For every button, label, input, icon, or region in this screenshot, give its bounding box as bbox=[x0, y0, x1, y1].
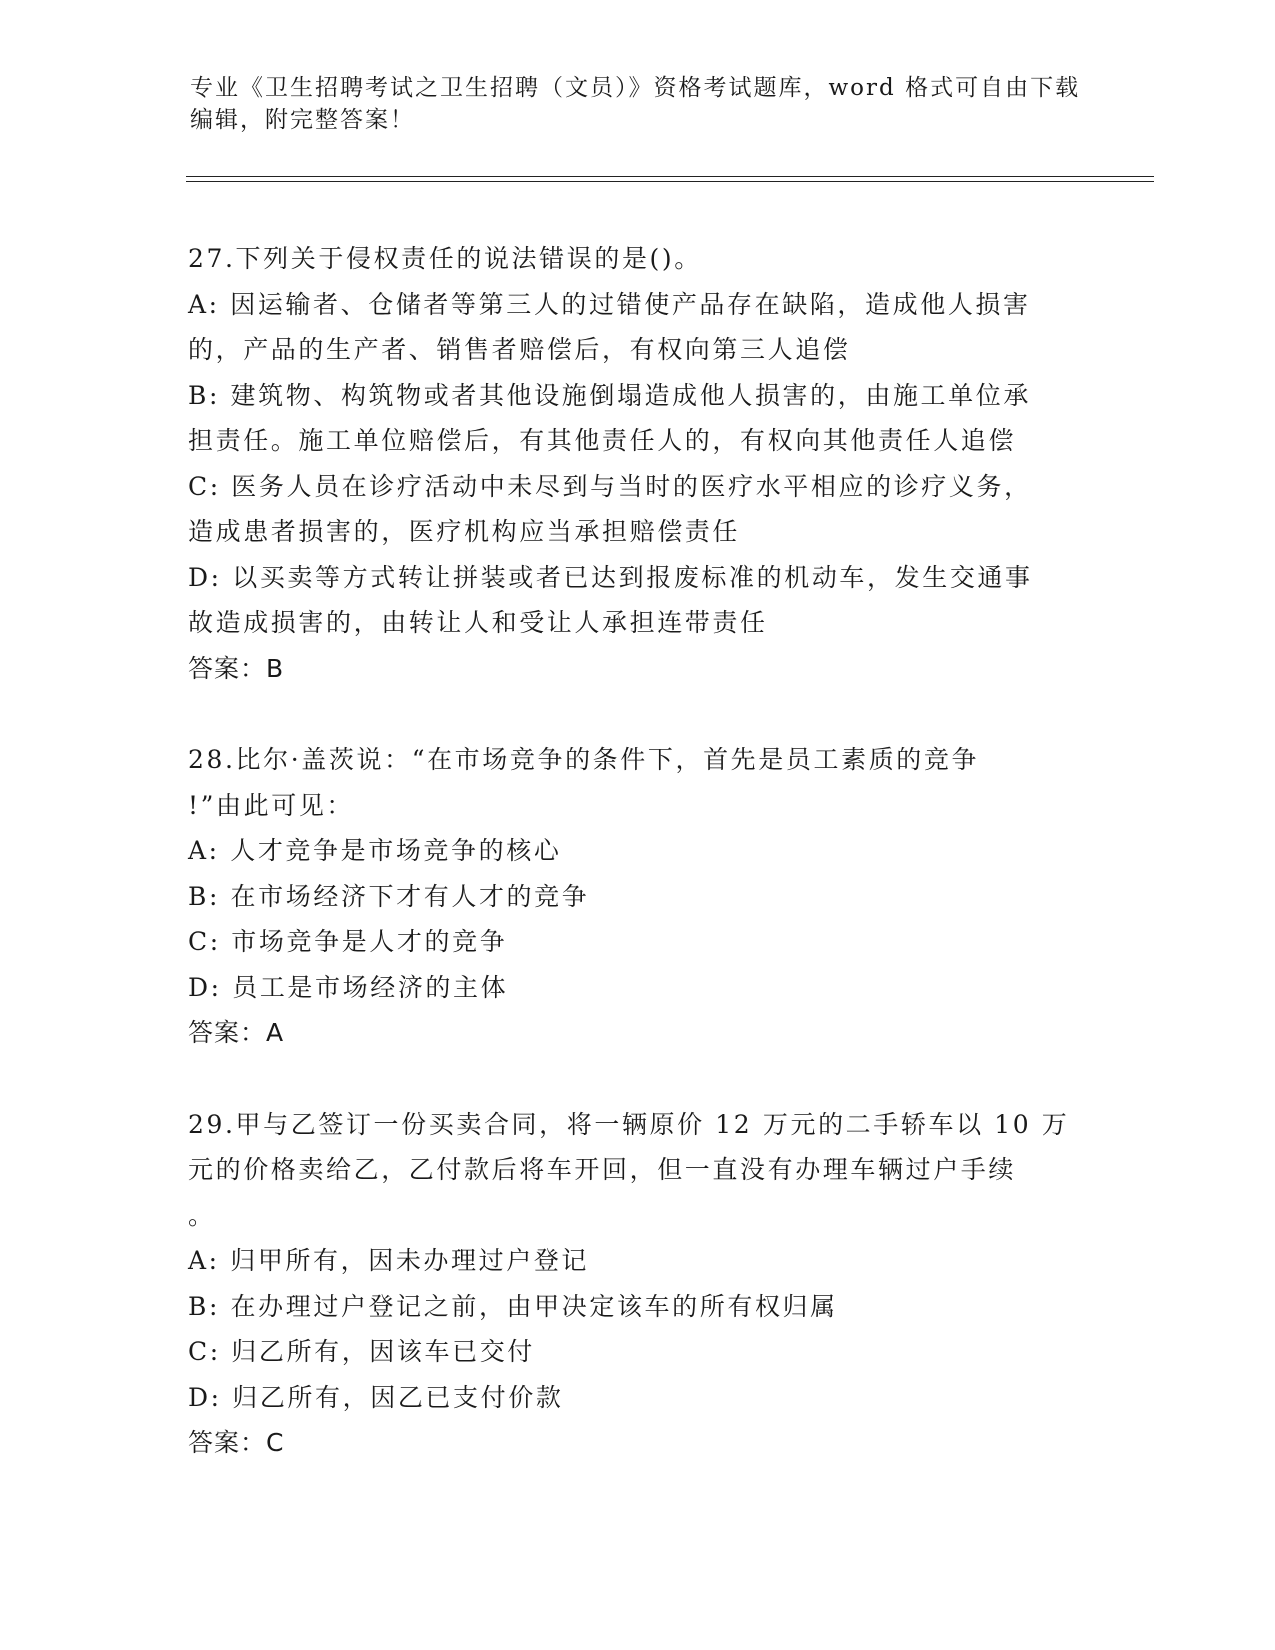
option-b: B: 在办理过户登记之前，由甲决定该车的所有权归属 bbox=[188, 1291, 838, 1321]
option-c: C: 医务人员在诊疗活动中未尽到与当时的医疗水平相应的诊疗义务， bbox=[188, 471, 1032, 501]
question-29 bbox=[188, 1102, 1088, 1466]
answer-label: 答案：C bbox=[188, 1428, 285, 1457]
question-list bbox=[188, 236, 1088, 1512]
option-b: B: 在市场经济下才有人才的竞争 bbox=[188, 881, 590, 911]
option-b-cont: 担责任。施工单位赔偿后，有其他责任人的，有权向其他责任人追偿 bbox=[188, 426, 1017, 455]
answer-label: 答案：B bbox=[188, 653, 285, 683]
page-header bbox=[190, 72, 1090, 136]
option-d-cont: 故造成损害的，由转让人和受让人承担连带责任 bbox=[188, 608, 768, 637]
option-c: C: 归乙所有，因该车已交付 bbox=[188, 1337, 535, 1366]
option-c: C: 市场竞争是人才的竞争 bbox=[188, 927, 508, 956]
question-28 bbox=[188, 737, 1088, 1056]
question-stem: 29.甲与乙签订一份买卖合同，将一辆原价 12 万元的二手轿车以 10 万 bbox=[188, 1109, 1070, 1139]
question-stem-cont: !”由此可见： bbox=[188, 790, 355, 820]
question-stem: 27.下列关于侵权责任的说法错误的是()。 bbox=[188, 244, 702, 273]
option-a-cont: 的，产品的生产者、销售者赔偿后，有权向第三人追偿 bbox=[188, 335, 851, 364]
option-c-cont: 造成患者损害的，医疗机构应当承担赔偿责任 bbox=[188, 517, 741, 546]
option-b: B: 建筑物、构筑物或者其他设施倒塌造成他人损害的，由施工单位承 bbox=[188, 380, 1031, 410]
option-a: A: 因运输者、仓储者等第三人的过错使产品存在缺陷，造成他人损害 bbox=[188, 289, 1031, 319]
option-d: D: 归乙所有，因乙已支付价款 bbox=[188, 1382, 564, 1412]
header-line-2: 编辑，附完整答案！ bbox=[190, 107, 415, 133]
option-d: D: 以买卖等方式转让拼装或者已达到报废标准的机动车，发生交通事 bbox=[188, 562, 1033, 592]
option-a: A: 归甲所有，因未办理过户登记 bbox=[188, 1246, 590, 1275]
option-d: D: 员工是市场经济的主体 bbox=[188, 972, 509, 1002]
header-line-1: 专业《卫生招聘考试之卫生招聘（文员）》资格考试题库，word 格式可自由下载 bbox=[190, 75, 1081, 101]
question-stem-cont: 元的价格卖给乙，乙付款后将车开回，但一直没有办理车辆过户手续 bbox=[188, 1155, 1017, 1184]
answer-label: 答案：A bbox=[188, 1018, 285, 1047]
question-stem-end: 。 bbox=[188, 1200, 216, 1230]
question-stem: 28.比尔·盖茨说：“在市场竞争的条件下，首先是员工素质的竞争 bbox=[188, 745, 980, 774]
option-a: A: 人才竞争是市场竞争的核心 bbox=[188, 836, 562, 865]
header-double-rule bbox=[186, 176, 1154, 182]
question-27 bbox=[188, 236, 1088, 691]
